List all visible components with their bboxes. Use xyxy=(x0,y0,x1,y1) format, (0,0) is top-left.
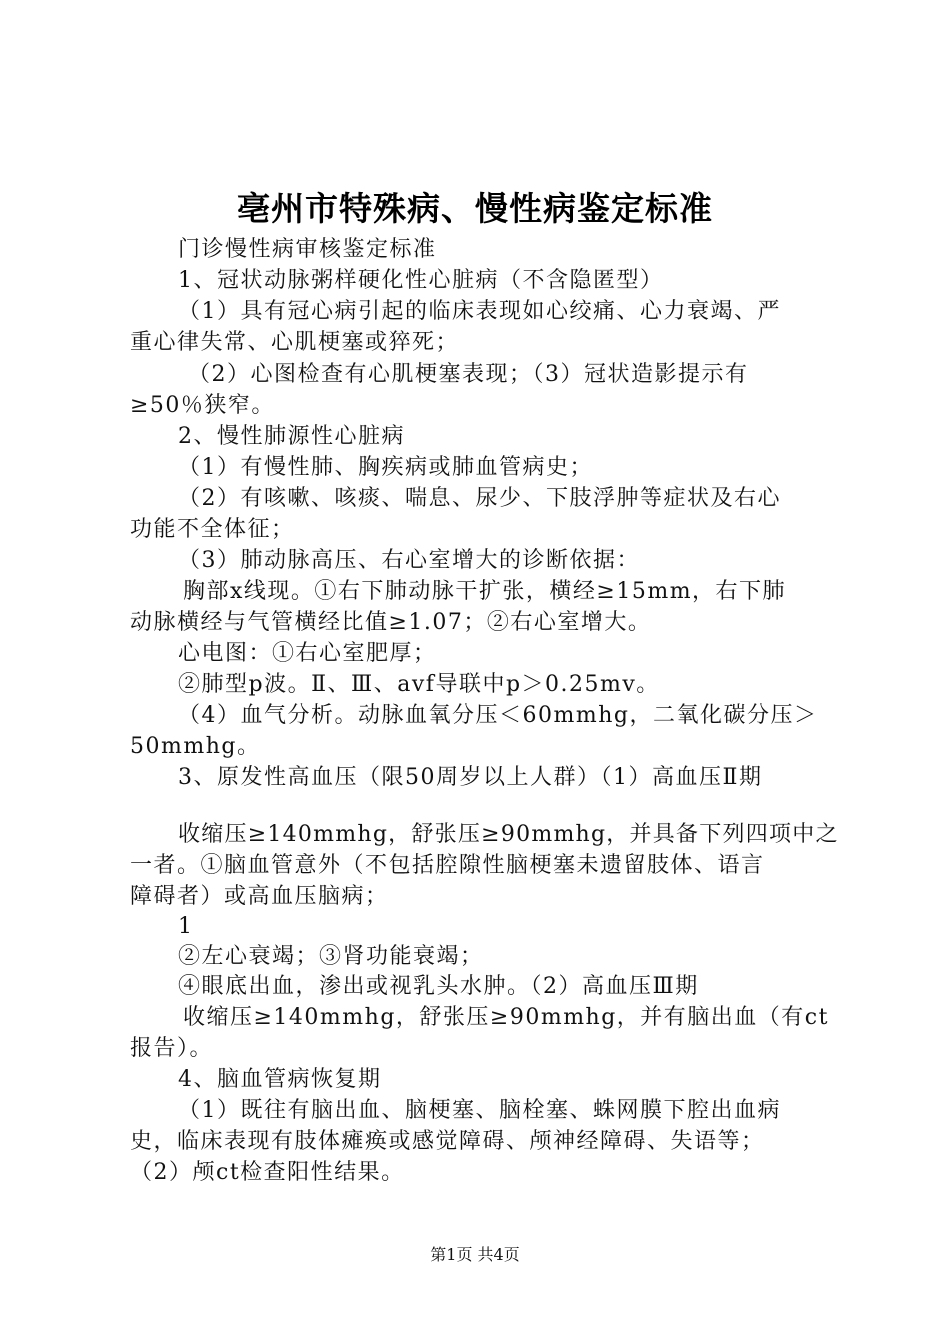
item-heading: 4、脑血管病恢复期 xyxy=(178,1067,382,1092)
paragraph-line: （1）有慢性肺、胸疾病或肺血管病史； xyxy=(178,455,593,480)
paragraph-line: （3）肺动脉高压、右心室增大的诊断依据： xyxy=(178,548,640,573)
paragraph-line: 功能不全体征； xyxy=(130,517,295,542)
paragraph-line: 动脉横经与气管横经比值≥1.07；②右心室增大。 xyxy=(130,610,652,635)
item-heading: 3、原发性高血压（限50周岁以上人群）（1）高血压Ⅱ期 xyxy=(178,765,763,790)
paragraph-line: 报告）。 xyxy=(130,1036,214,1061)
paragraph-line: 1 xyxy=(178,914,194,939)
paragraph-line: 收缩压≥140mmhg，舒张压≥90mmhg，并具备下列四项中之 xyxy=(178,822,839,847)
paragraph-line: ④眼底出血，渗出或视乳头水肿。（2）高血压Ⅲ期 xyxy=(178,974,699,999)
document-title: 亳州市特殊病、慢性病鉴定标准 xyxy=(237,189,713,228)
paragraph-line: （2）颅ct检查阳性结果。 xyxy=(130,1160,405,1185)
paragraph-line: （1）既往有脑出血、脑梗塞、脑栓塞、蛛网膜下腔出血病 xyxy=(178,1098,781,1123)
paragraph-line: 重心律失常、心肌梗塞或猝死； xyxy=(130,330,460,355)
item-heading: 2、慢性肺源性心脏病 xyxy=(178,424,405,449)
paragraph-line: ≥50％狭窄。 xyxy=(130,393,275,418)
paragraph-line: 50mmhg。 xyxy=(130,734,261,759)
paragraph-line: （1）具有冠心病引起的临床表现如心绞痛、心力衰竭、严 xyxy=(178,299,781,324)
paragraph-line: 心电图：①右心室肥厚； xyxy=(178,641,437,666)
page-footer: 第1页 共4页 xyxy=(430,1245,520,1264)
paragraph-line: （2）心图检查有心肌梗塞表现；（3）冠状造影提示有 xyxy=(188,362,749,387)
paragraph-line: 收缩压≥140mmhg，舒张压≥90mmhg，并有脑出血（有ct xyxy=(183,1005,829,1030)
item-heading: 1、冠状动脉粥样硬化性心脏病（不含隐匿型） xyxy=(178,268,664,293)
paragraph-line: （4）血气分析。动脉血氧分压＜60mmhg，二氧化碳分压＞ xyxy=(178,703,818,728)
paragraph-line: （2）有咳嗽、咳痰、喘息、尿少、下肢浮肿等症状及右心 xyxy=(178,486,781,511)
paragraph-line: ②左心衰竭；③肾功能衰竭； xyxy=(178,944,484,969)
paragraph-line: 史，临床表现有肢体瘫痪或感觉障碍、颅神经障碍、失语等； xyxy=(130,1129,765,1154)
paragraph-line: 胸部x线现。①右下肺动脉干扩张，横经≥15mm，右下肺 xyxy=(183,579,787,604)
section-heading: 门诊慢性病审核鉴定标准 xyxy=(178,237,437,262)
paragraph-line: ②肺型p波。Ⅱ、Ⅲ、avf导联中p＞0.25mv。 xyxy=(178,672,660,697)
paragraph-line: 障碍者）或高血压脑病； xyxy=(130,884,389,909)
paragraph-line: 一者。①脑血管意外（不包括腔隙性脑梗塞未遗留肢体、语言 xyxy=(130,853,765,878)
